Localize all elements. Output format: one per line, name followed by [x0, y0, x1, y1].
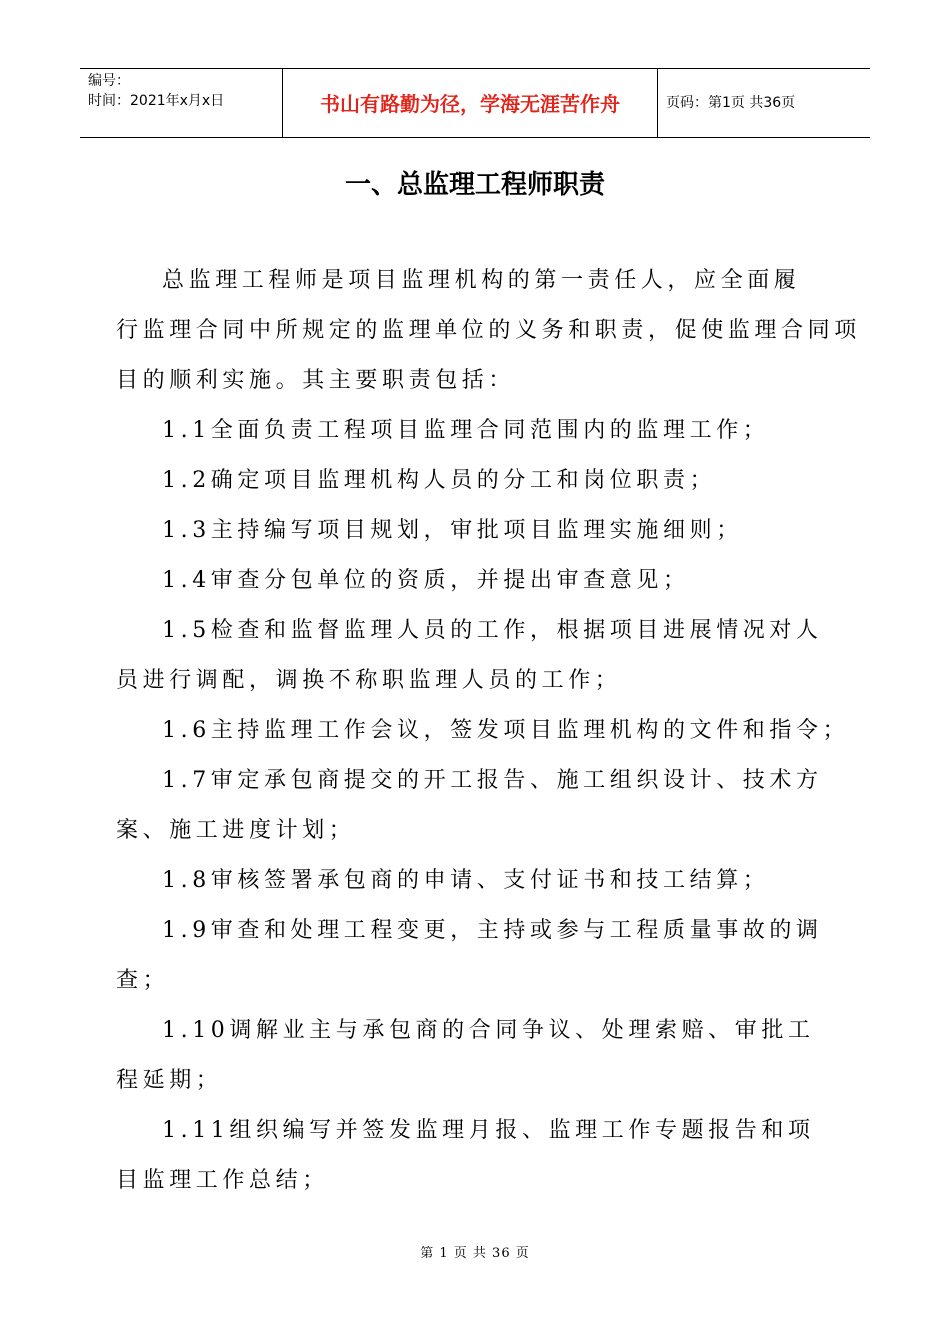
motto-text: 书山有路勤为径，学海无涯苦作舟 — [320, 92, 620, 116]
body-line: 1.9审查和处理工程变更，主持或参与工程质量事故的调 — [162, 918, 823, 943]
document-title: 一、总监理工程师职责 — [344, 170, 605, 200]
body-line: 1.10调解业主与承包商的合同争议、处理索赔、审批工 — [162, 1018, 815, 1043]
body-line: 案、施工进度计划； — [116, 818, 356, 843]
document-code-label: 编号： — [88, 73, 130, 89]
header-info-cell — [80, 69, 283, 137]
body-line: 员进行调配，调换不称职监理人员的工作； — [116, 668, 622, 693]
body-line: 1.11组织编写并签发监理月报、监理工作专题报告和项 — [162, 1118, 815, 1143]
body-line: 1.1全面负责工程项目监理合同范围内的监理工作； — [162, 418, 770, 443]
header-table — [80, 68, 870, 138]
header-page-cell — [658, 69, 870, 137]
page-info-label: 页码：第1页 共36页 — [666, 95, 796, 111]
body-line: 目的顺利实施。其主要职责包括： — [116, 368, 516, 393]
body-line: 查； — [116, 968, 170, 993]
body-line: 1.5检查和监督监理人员的工作，根据项目进展情况对人 — [162, 618, 823, 643]
body-line: 行监理合同中所规定的监理单位的义务和职责，促使监理合同项 — [116, 318, 861, 343]
body-line: 目监理工作总结； — [116, 1168, 329, 1193]
body-line: 1.7审定承包商提交的开工报告、施工组织设计、技术方 — [162, 768, 823, 793]
page-footer: 第 1 页 共 36 页 — [420, 1246, 530, 1261]
body-line: 1.4审查分包单位的资质，并提出审查意见； — [162, 568, 690, 593]
document-time-label: 时间：2021年x月x日 — [88, 93, 225, 109]
body-line: 1.8审核签署承包商的申请、支付证书和技工结算； — [162, 868, 770, 893]
body-line: 1.2确定项目监理机构人员的分工和岗位职责； — [162, 468, 717, 493]
body-line: 1.6主持监理工作会议，签发项目监理机构的文件和指令； — [162, 718, 850, 743]
header-motto-cell — [283, 69, 658, 137]
body-line: 程延期； — [116, 1068, 223, 1093]
body-line: 总监理工程师是项目监理机构的第一责任人，应全面履 — [162, 268, 801, 293]
body-line: 1.3主持编写项目规划，审批项目监理实施细则； — [162, 518, 743, 543]
